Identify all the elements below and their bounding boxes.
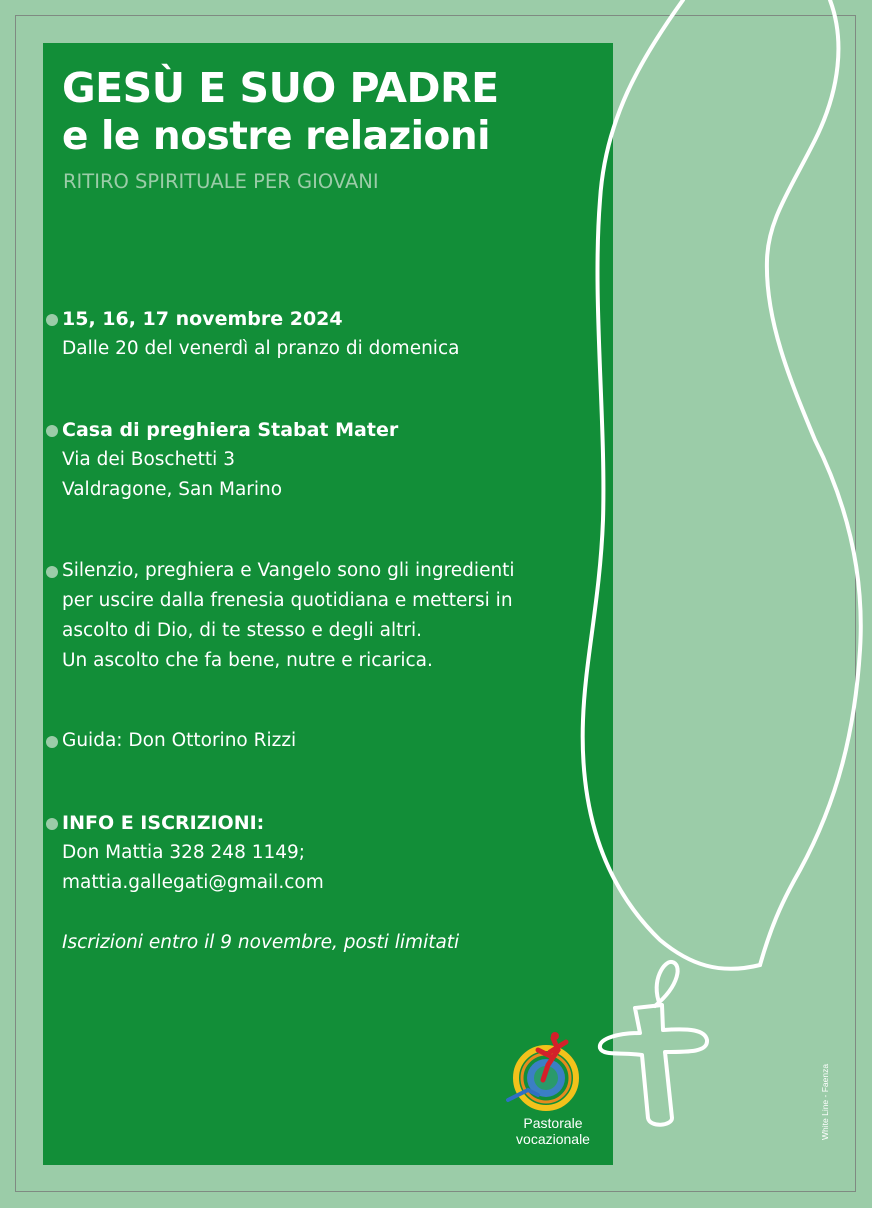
date-section	[46, 304, 459, 364]
title-line-1: GESÙ E SUO PADRE	[62, 64, 499, 112]
spacer	[46, 898, 459, 928]
bullet-icon	[46, 314, 58, 326]
info-heading: INFO E ISCRIZIONI:	[62, 812, 265, 834]
guide-text: Guida: Don Ottorino Rizzi	[62, 730, 297, 751]
bullet-icon	[46, 425, 58, 437]
info-phone[interactable]: Don Mattia 328 248 1149;	[62, 842, 306, 863]
printer-credit: White Line - Faenza	[820, 1063, 830, 1140]
date-time-detail: Dalle 20 del venerdì al pranzo di domenica	[62, 338, 460, 359]
pastorale-vocazionale-logo	[498, 1030, 608, 1155]
place-address: Via dei Boschetti 3	[62, 449, 235, 470]
info-section	[46, 808, 459, 958]
bullet-icon	[46, 736, 58, 748]
info-email[interactable]: mattia.gallegati@gmail.com	[62, 872, 324, 893]
place-city: Valdragone, San Marino	[62, 479, 283, 500]
logo-text-line1: Pastorale	[523, 1115, 583, 1131]
place-heading: Casa di preghiera Stabat Mater	[62, 419, 399, 441]
registration-note: Iscrizioni entro il 9 novembre, posti limitati	[62, 932, 460, 953]
bullet-icon	[46, 818, 58, 830]
description-section	[46, 556, 515, 676]
pastorale-vocazionale-logo-icon	[498, 1030, 608, 1115]
description-line: Un ascolto che fa bene, nutre e ricarica.	[62, 650, 433, 671]
bullet-icon	[46, 566, 58, 578]
logo-text-line2: vocazionale	[516, 1131, 590, 1147]
guide-section	[46, 726, 296, 756]
description-line: Silenzio, preghiera e Vangelo sono gli ingredienti	[62, 560, 515, 581]
subtitle: RITIRO SPIRITUALE PER GIOVANI	[63, 170, 379, 193]
description-line: per uscire dalla frenesia quotidiana e mettersi in	[62, 590, 513, 611]
date-heading: 15, 16, 17 novembre 2024	[62, 308, 343, 330]
place-section	[46, 415, 398, 505]
title-line-2: e le nostre relazioni	[62, 114, 490, 159]
description-line: ascolto di Dio, di te stesso e degli altri.	[62, 620, 422, 641]
